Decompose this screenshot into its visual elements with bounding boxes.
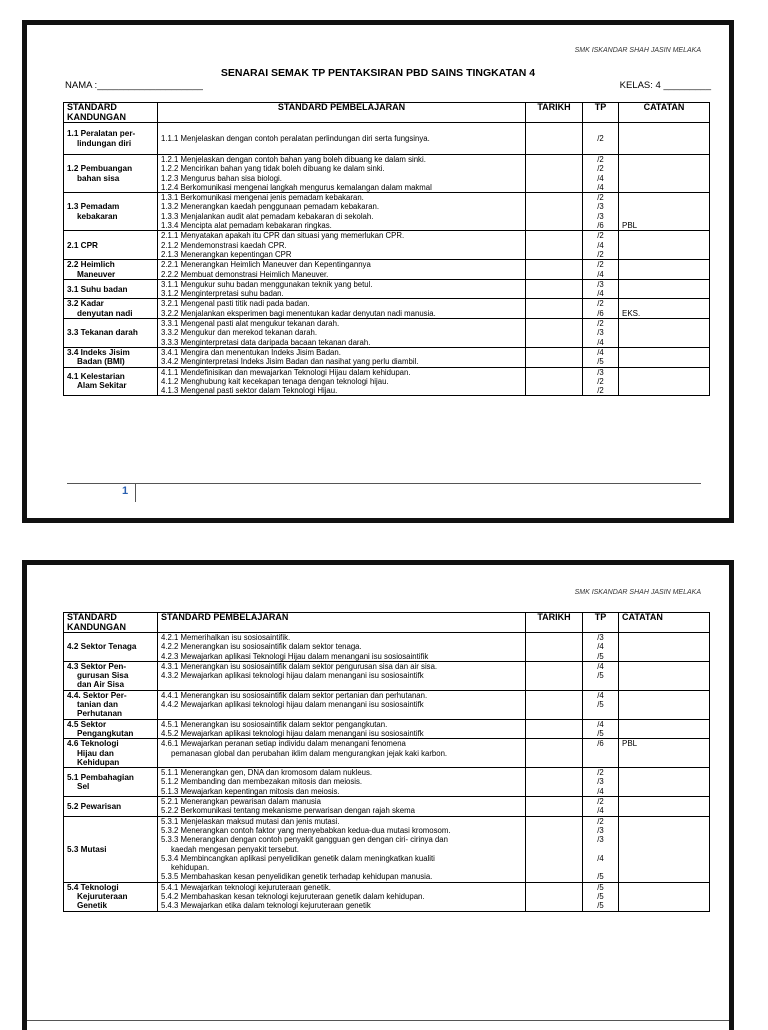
school-name: SMK ISKANDAR SHAH JASIN MELAKA	[574, 47, 701, 54]
standard-pembelajaran-cell: 1.1.1 Menjelaskan dengan contoh peralatan perlindungan diri serta fungsinya.	[158, 123, 526, 155]
table-row	[64, 319, 710, 348]
header-standard-kandungan: STANDARD KANDUNGAN	[64, 613, 158, 633]
tarikh-cell[interactable]	[526, 719, 583, 739]
header-standard-pembelajaran: STANDARD PEMBELAJARAN	[158, 613, 526, 633]
catatan-cell	[619, 719, 710, 739]
table-row	[64, 739, 710, 768]
standard-pembelajaran-cell: 3.4.1 Mengira dan menentukan Indeks Jisim Badan. 3.4.2 Menginterpretasi Indeks Jisim Badan dan nasihat yang perlu diambil.	[158, 347, 526, 367]
header-standard-pembelajaran: STANDARD PEMBELAJARAN	[158, 103, 526, 123]
tarikh-cell[interactable]	[526, 768, 583, 797]
standard-kandungan-cell: 5.1 Pembahagian Sel	[64, 768, 158, 797]
catatan-cell	[619, 882, 710, 911]
header-catatan: CATATAN	[619, 103, 710, 123]
tarikh-cell[interactable]	[526, 319, 583, 348]
tp-cell: /2 /4	[583, 260, 619, 280]
catatan-cell: EKS.	[619, 299, 710, 319]
standard-pembelajaran-cell: 2.1.1 Menyatakan apakah itu CPR dan situasi yang memerlukan CPR. 2.1.2 Mendemonstrasi kaedah CPR. 2.1.3 Menerangkan kepentingan CPR	[158, 231, 526, 260]
document-page-1	[22, 20, 734, 523]
standard-kandungan-cell: 2.2 Heimlich Maneuver	[64, 260, 158, 280]
tarikh-cell[interactable]	[526, 816, 583, 882]
table-row	[64, 123, 710, 155]
standard-kandungan-cell: 4.3 Sektor Pen- gurusan Sisa dan Air Sisa	[64, 661, 158, 690]
tarikh-cell[interactable]	[526, 797, 583, 817]
table-row	[64, 661, 710, 690]
tarikh-cell[interactable]	[526, 882, 583, 911]
catatan-cell	[619, 633, 710, 662]
tp-cell: /4 /5	[583, 661, 619, 690]
catatan-cell	[619, 260, 710, 280]
standard-pembelajaran-cell: 4.6.1 Mewajarkan peranan setiap individu dalam menangani fenomena pemanasan global dan perubahan iklim dalam mengurangkan jejak kaki karbon.	[158, 739, 526, 768]
tp-cell: /2 /4 /2	[583, 231, 619, 260]
standard-pembelajaran-cell: 5.2.1 Menerangkan pewarisan dalam manusia 5.2.2 Berkomunikasi tentang mekanisme perwarisan dengan rajah skema	[158, 797, 526, 817]
standard-pembelajaran-cell: 4.4.1 Menerangkan isu sosiosaintifik dalam sektor pertanian dan perhutanan. 4.4.2 Mewajarkan aplikasi teknologi hijau dalam menangani isu sosiosaintifk	[158, 690, 526, 719]
standard-pembelajaran-cell: 3.3.1 Mengenal pasti alat mengukur tekanan darah. 3.3.2 Mengukur dan merekod tekanan darah. 3.3.3 Menginterpretasi data daripada bacaan tekanan darah.	[158, 319, 526, 348]
standard-pembelajaran-cell: 3.2.1 Mengenal pasti titik nadi pada badan. 3.2.2 Menjalankan eksperimen bagi menentukan kadar denyutan nadi manusia.	[158, 299, 526, 319]
tarikh-cell[interactable]	[526, 193, 583, 231]
standard-pembelajaran-cell: 4.3.1 Menerangkan isu sosiosaintifik dalam sektor pengurusan sisa dan air sisa. 4.3.2 Mewajarkan aplikasi teknologi hijau dalam menangani isu sosiosaintifk	[158, 661, 526, 690]
table-row	[64, 633, 710, 662]
table-row	[64, 816, 710, 882]
catatan-cell	[619, 123, 710, 155]
standard-pembelajaran-cell: 4.1.1 Mendefinisikan dan mewajarkan Teknologi Hijau dalam kehidupan. 4.1.2 Menghubung kait kecekapan tenaga dengan teknologi hijau. 4.1.3 Mengenal pasti sektor dalam Teknologi Hijau.	[158, 367, 526, 396]
standard-kandungan-cell: 1.1 Peralatan per- lindungan diri	[64, 123, 158, 155]
standard-pembelajaran-cell: 5.4.1 Mewajarkan teknologi kejuruteraan genetik. 5.4.2 Membahaskan kesan teknologi kejuruteraan genetik dalam kehidupan. 5.4.3 Mewajarkan etika dalam teknologi kejuruteraan genetik	[158, 882, 526, 911]
standard-pembelajaran-cell: 1.2.1 Menjelaskan dengan contoh bahan yang boleh dibuang ke dalam sinki. 1.2.2 Mencirikan bahan yang tidak boleh dibuang ke dalam sinki. 1.2.3 Mengurus bahan sisa biologi. 1.2.4 Berkomunikasi mengenai langkah mengurus kemalangan dalam makmal	[158, 155, 526, 193]
standard-kandungan-cell: 3.3 Tekanan darah	[64, 319, 158, 348]
standard-kandungan-cell: 3.1 Suhu badan	[64, 279, 158, 299]
footer-divider-page-2	[27, 1020, 729, 1021]
catatan-cell	[619, 797, 710, 817]
tp-cell: /2 /6	[583, 299, 619, 319]
standard-kandungan-cell: 4.6 Teknologi Hijau dan Kehidupan	[64, 739, 158, 768]
standard-kandungan-cell: 1.2 Pembuangan bahan sisa	[64, 155, 158, 193]
standard-pembelajaran-cell: 4.2.1 Memerihalkan isu sosiosaintifik. 4.2.2 Menerangkan isu sosiosaintifik dalam sektor tenaga. 4.2.3 Mewajarkan aplikasi Teknologi Hijau dalam menangani isu sosiosaintifik	[158, 633, 526, 662]
catatan-cell	[619, 231, 710, 260]
tarikh-cell[interactable]	[526, 231, 583, 260]
header-catatan: CATATAN	[619, 613, 710, 633]
standard-kandungan-cell: 4.5 Sektor Pengangkutan	[64, 719, 158, 739]
tp-cell: /2 /2 /4 /4	[583, 155, 619, 193]
standard-kandungan-cell: 1.3 Pemadam kebakaran	[64, 193, 158, 231]
standard-kandungan-cell: 3.2 Kadar denyutan nadi	[64, 299, 158, 319]
header-tp: TP	[583, 103, 619, 123]
catatan-cell	[619, 279, 710, 299]
header-tarikh: TARIKH	[526, 613, 583, 633]
standard-pembelajaran-cell: 5.3.1 Menjelaskan maksud mutasi dan jenis mutasi. 5.3.2 Menerangkan contoh faktor yang menyebabkan kedua-dua mutasi kromosom. 5.3.3 Menerangkan dengan contoh penyakit gangguan gen dengan ciri- cirinya dan kaedah mengesan penyakit tersebut. 5.3.4 Membincangkan aplikasi penyelidikan genetik dalam meningkatkan kualiti kehidupan. 5.3.5 Membahaskan kesan penyelidikan genetik terhadap kehidupan manusia.	[158, 816, 526, 882]
catatan-cell	[619, 661, 710, 690]
standard-pembelajaran-cell: 1.3.1 Berkomunikasi mengenai jenis pemadam kebakaran. 1.3.2 Menerangkan kaedah penggunaan pemadam kebakaran. 1.3.3 Menjalankan audit alat pemadam kebakaran di sekolah. 1.3.4 Mencipta alat pemadam kebakaran ringkas.	[158, 193, 526, 231]
tarikh-cell[interactable]	[526, 633, 583, 662]
tarikh-cell[interactable]	[526, 260, 583, 280]
table-row	[64, 279, 710, 299]
tp-cell: /2 /3 /4	[583, 319, 619, 348]
catatan-cell	[619, 816, 710, 882]
standard-kandungan-cell: 4.1 Kelestarian Alam Sekitar	[64, 367, 158, 396]
standard-kandungan-cell: 3.4 Indeks Jisim Badan (BMI)	[64, 347, 158, 367]
standard-kandungan-cell: 5.2 Pewarisan	[64, 797, 158, 817]
catatan-cell	[619, 690, 710, 719]
standard-kandungan-cell: 2.1 CPR	[64, 231, 158, 260]
table-row	[64, 719, 710, 739]
tp-cell: /6	[583, 739, 619, 768]
tarikh-cell[interactable]	[526, 661, 583, 690]
table-row	[64, 690, 710, 719]
page-number-separator	[135, 484, 136, 502]
table-row	[64, 768, 710, 797]
tp-cell: /3 /4 /5	[583, 633, 619, 662]
standard-kandungan-cell: 5.4 Teknologi Kejuruteraan Genetik	[64, 882, 158, 911]
table-row	[64, 347, 710, 367]
header-standard-kandungan: STANDARD KANDUNGAN	[64, 103, 158, 123]
standard-pembelajaran-cell: 5.1.1 Menerangkan gen, DNA dan kromosom dalam nukleus. 5.1.2 Membanding dan membezakan mitosis dan meiosis. 5.1.3 Mewajarkan kepentingan mitosis dan meiosis.	[158, 768, 526, 797]
checklist-table-1	[63, 102, 710, 396]
tp-cell: /2 /3 /4	[583, 768, 619, 797]
footer-divider	[67, 483, 701, 484]
tarikh-cell[interactable]	[526, 279, 583, 299]
school-name-page-2: SMK ISKANDAR SHAH JASIN MELAKA	[574, 589, 701, 596]
catatan-cell	[619, 155, 710, 193]
table-row	[64, 260, 710, 280]
tp-cell: /2 /4	[583, 797, 619, 817]
tarikh-cell[interactable]	[526, 739, 583, 768]
page-number: 1	[122, 485, 129, 497]
tarikh-cell[interactable]	[526, 690, 583, 719]
table-row	[64, 193, 710, 231]
standard-pembelajaran-cell: 2.2.1 Menerangkan Heimlich Maneuver dan Kepentingannya 2.2.2 Membuat demonstrasi Heimlich Maneuver.	[158, 260, 526, 280]
tarikh-cell[interactable]	[526, 367, 583, 396]
header-tarikh: TARIKH	[526, 103, 583, 123]
standard-kandungan-cell: 5.3 Mutasi	[64, 816, 158, 882]
tp-cell: /2	[583, 123, 619, 155]
standard-pembelajaran-cell: 4.5.1 Menerangkan isu sosiosaintifik dalam sektor pengangkutan. 4.5.2 Mewajarkan aplikasi teknologi hijau dalam menangani isu sosiosaintifk	[158, 719, 526, 739]
table-body-2	[64, 633, 710, 912]
tp-cell: /3 /2 /2	[583, 367, 619, 396]
tp-cell: /4 /5	[583, 690, 619, 719]
table-row	[64, 797, 710, 817]
catatan-cell: PBL	[619, 739, 710, 768]
kelas-field-label: KELAS: 4 _________	[619, 80, 711, 91]
catatan-cell	[619, 367, 710, 396]
tp-cell: /2 /3 /3 /4 /5	[583, 816, 619, 882]
table-row	[64, 299, 710, 319]
table-row	[64, 231, 710, 260]
tp-cell: /4 /5	[583, 719, 619, 739]
header-tp: TP	[583, 613, 619, 633]
document-page-2	[22, 560, 734, 1030]
catatan-cell: PBL	[619, 193, 710, 231]
table-row	[64, 882, 710, 911]
standard-kandungan-cell: 4.4. Sektor Per- tanian dan Perhutanan	[64, 690, 158, 719]
tarikh-cell[interactable]	[526, 155, 583, 193]
document-title: SENARAI SEMAK TP PENTAKSIRAN PBD SAINS TINGKATAN 4	[220, 67, 536, 79]
table-row	[64, 367, 710, 396]
table-row	[64, 155, 710, 193]
checklist-table-2	[63, 612, 710, 912]
tp-cell: /5 /5 /5	[583, 882, 619, 911]
table-body-1	[64, 123, 710, 396]
standard-kandungan-cell: 4.2 Sektor Tenaga	[64, 633, 158, 662]
standard-pembelajaran-cell: 3.1.1 Mengukur suhu badan menggunakan teknik yang betul. 3.1.2 Menginterpretasi suhu badan.	[158, 279, 526, 299]
tarikh-cell[interactable]	[526, 299, 583, 319]
tarikh-cell[interactable]	[526, 123, 583, 155]
tp-cell: /3 /4	[583, 279, 619, 299]
nama-field-label: NAMA :____________________	[65, 80, 203, 91]
tarikh-cell[interactable]	[526, 347, 583, 367]
catatan-cell	[619, 347, 710, 367]
tp-cell: /2 /3 /3 /6	[583, 193, 619, 231]
catatan-cell	[619, 319, 710, 348]
catatan-cell	[619, 768, 710, 797]
tp-cell: /4 /5	[583, 347, 619, 367]
